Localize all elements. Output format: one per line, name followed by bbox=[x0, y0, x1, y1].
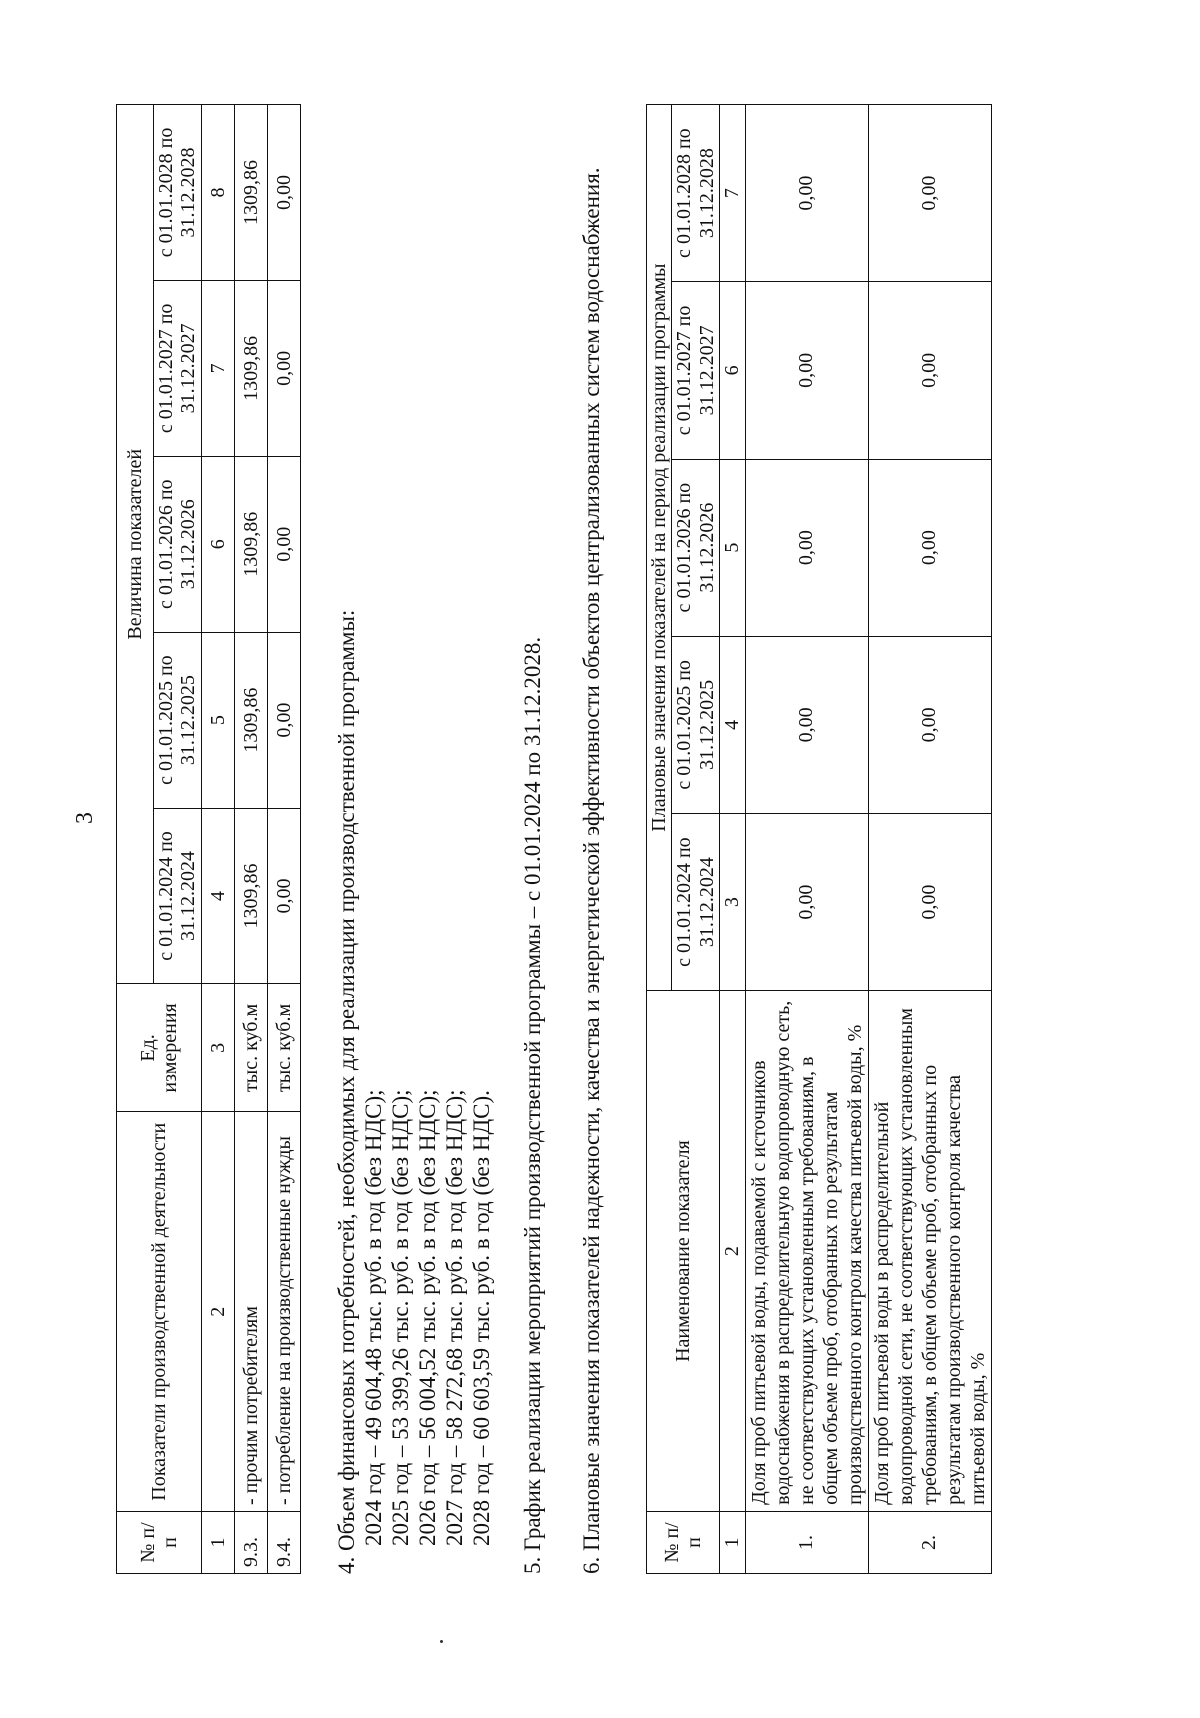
header-period: с 01.01.2024 по 31.12.2024 bbox=[154, 808, 202, 984]
table-row bbox=[745, 105, 868, 1574]
row-value: 0,00 bbox=[267, 105, 300, 281]
schedule-section: 5. График реализации мероприятий производственной программы – с 01.01.2024 по 31.12.2028. bbox=[520, 636, 545, 1574]
col-number: 4 bbox=[201, 808, 234, 984]
header-period: с 01.01.2027 по 31.12.2027 bbox=[672, 282, 720, 459]
header-period: с 01.01.2025 по 31.12.2025 bbox=[672, 636, 720, 813]
header-period: с 01.01.2027 по 31.12.2027 bbox=[154, 280, 202, 456]
col-number: 2 bbox=[201, 1112, 234, 1512]
financial-needs-title: 4. Объем финансовых потребностей, необходимых для реализации производственной программы: bbox=[334, 609, 359, 1574]
list-item: 2025 год – 53 399,26 тыс. руб. в год (без НДС); bbox=[387, 1089, 413, 1546]
table-row bbox=[267, 105, 300, 1574]
row-name: Доля проб питьевой воды в распределительной водопроводной сети, не соответствующих установленным требованиям, в общем объеме проб, отобранных по результатам производственного контроля качества питьевой воды, % bbox=[868, 991, 991, 1512]
production-indicators-table bbox=[116, 104, 301, 1574]
header-num: № п/п bbox=[647, 1511, 720, 1573]
row-num: 9.3. bbox=[234, 1512, 267, 1574]
row-value: 1309,86 bbox=[234, 632, 267, 808]
col-number: 3 bbox=[201, 984, 234, 1112]
row-value: 0,00 bbox=[745, 459, 868, 636]
row-value: 0,00 bbox=[745, 105, 868, 282]
row-value: 0,00 bbox=[745, 636, 868, 813]
col-number: 8 bbox=[201, 105, 234, 281]
col-number: 5 bbox=[720, 459, 745, 636]
row-name: - потребление на производственные нужды bbox=[267, 1112, 300, 1512]
table-row bbox=[234, 105, 267, 1574]
row-unit: тыс. куб.м bbox=[267, 984, 300, 1112]
header-period: с 01.01.2028 по 31.12.2028 bbox=[672, 105, 720, 282]
col-number: 7 bbox=[720, 105, 745, 282]
rotated-content bbox=[116, 94, 1076, 1574]
header-unit: Ед. измерения bbox=[117, 984, 202, 1112]
col-number: 6 bbox=[720, 282, 745, 459]
col-number: 6 bbox=[201, 456, 234, 632]
header-period: с 01.01.2028 по 31.12.2028 bbox=[154, 105, 202, 281]
col-number: 3 bbox=[720, 813, 745, 990]
col-number: 2 bbox=[720, 991, 745, 1512]
row-value: 1309,86 bbox=[234, 280, 267, 456]
list-item: 2028 год – 60 603,59 тыс. руб. в год (без НДС). bbox=[468, 1090, 494, 1546]
col-number: 5 bbox=[201, 632, 234, 808]
header-period: с 01.01.2024 по 31.12.2024 bbox=[672, 813, 720, 990]
row-value: 0,00 bbox=[267, 808, 300, 984]
list-item: 2024 год – 49 604,48 тыс. руб. в год (без НДС); bbox=[360, 1089, 386, 1546]
header-group: Плановые значения показателей на период реализации программы bbox=[647, 105, 672, 991]
list-item: 2027 год – 58 272,68 тыс. руб. в год (без НДС); bbox=[441, 1089, 467, 1546]
header-period: с 01.01.2026 по 31.12.2026 bbox=[154, 456, 202, 632]
col-number: 1 bbox=[720, 1511, 745, 1573]
financial-needs-section bbox=[334, 104, 495, 1574]
row-num: 1. bbox=[745, 1511, 868, 1573]
row-value: 1309,86 bbox=[234, 456, 267, 632]
row-name: Доля проб питьевой воды, подаваемой с источников водоснабжения в распределительную водопроводную сеть, не соответствующих установленным требованиям, в общем объеме проб, отобранных по результатам производственного контроля качества питьевой воды, % bbox=[745, 991, 868, 1512]
row-value: 0,00 bbox=[868, 282, 991, 459]
planned-values-table bbox=[646, 104, 992, 1574]
table-row bbox=[868, 105, 991, 1574]
row-value: 0,00 bbox=[868, 105, 991, 282]
row-value: 0,00 bbox=[267, 632, 300, 808]
planned-values-section: 6. Плановые значения показателей надежности, качества и энергетической эффективности объектов централизованных систем водоснабжения. bbox=[579, 167, 604, 1574]
header-group: Величина показателей bbox=[117, 105, 154, 984]
row-value: 0,00 bbox=[267, 280, 300, 456]
row-value: 0,00 bbox=[745, 282, 868, 459]
column-numbers-row bbox=[201, 105, 234, 1574]
row-value: 0,00 bbox=[267, 456, 300, 632]
list-item: 2026 год – 56 004,52 тыс. руб. в год (без НДС); bbox=[414, 1089, 440, 1546]
row-value: 1309,86 bbox=[234, 105, 267, 281]
header-period: с 01.01.2026 по 31.12.2026 bbox=[672, 459, 720, 636]
header-num: № п/п bbox=[117, 1512, 202, 1574]
page-number: 3 bbox=[72, 812, 98, 824]
row-num: 9.4. bbox=[267, 1512, 300, 1574]
header-period: с 01.01.2025 по 31.12.2025 bbox=[154, 632, 202, 808]
row-num: 2. bbox=[868, 1511, 991, 1573]
row-value: 0,00 bbox=[868, 459, 991, 636]
col-number: 7 bbox=[201, 280, 234, 456]
row-value: 0,00 bbox=[868, 813, 991, 990]
financial-needs-list bbox=[361, 104, 496, 1574]
header-indicator: Показатели производственной деятельности bbox=[117, 1112, 202, 1512]
row-value: 0,00 bbox=[868, 636, 991, 813]
col-number: 1 bbox=[201, 1512, 234, 1574]
row-value: 0,00 bbox=[745, 813, 868, 990]
row-name: - прочим потребителям bbox=[234, 1112, 267, 1512]
col-number: 4 bbox=[720, 636, 745, 813]
stray-mark bbox=[440, 1640, 443, 1643]
row-unit: тыс. куб.м bbox=[234, 984, 267, 1112]
column-numbers-row bbox=[720, 105, 745, 1574]
row-value: 1309,86 bbox=[234, 808, 267, 984]
header-name: Наименование показателя bbox=[647, 991, 720, 1512]
